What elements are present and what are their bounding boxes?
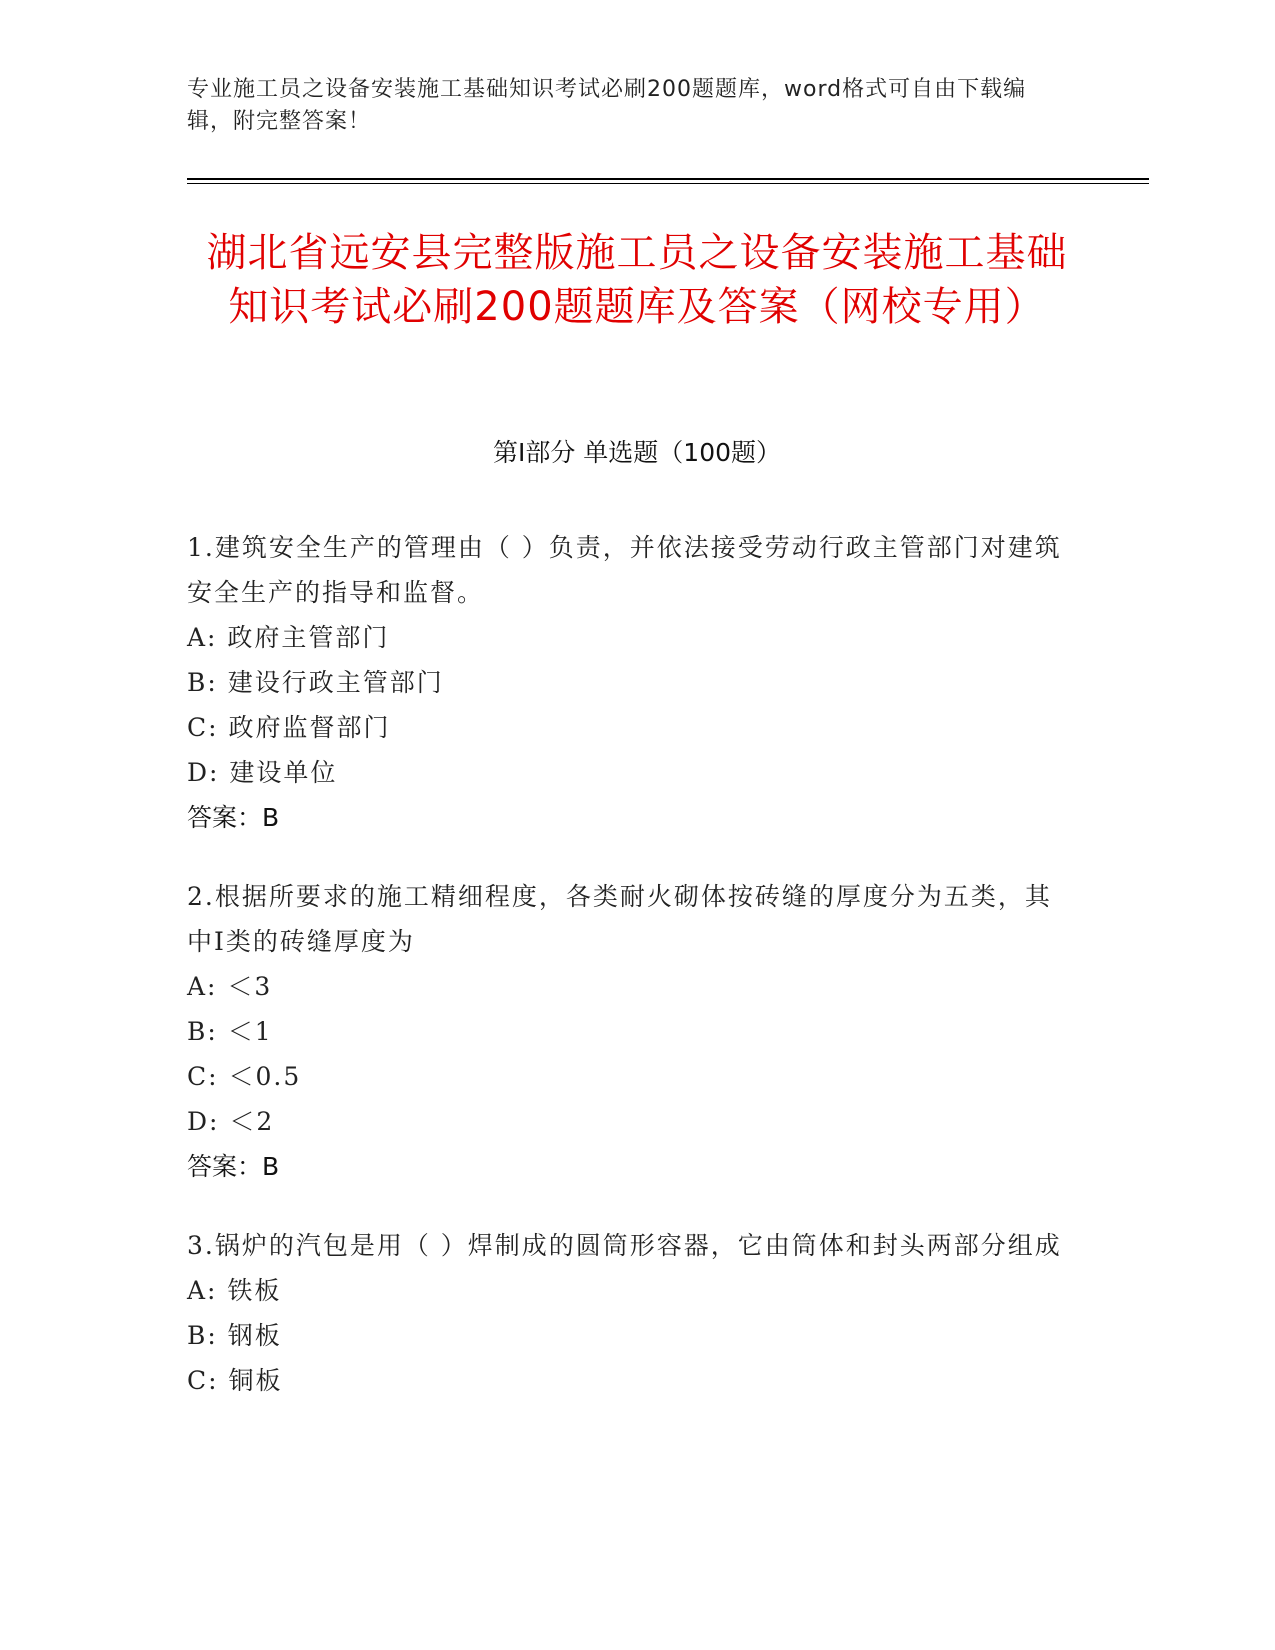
- option-c: C: ＜0.5: [187, 1062, 302, 1091]
- question-stem: 2.根据所要求的施工精细程度，各类耐火砌体按砖缝的厚度分为五类，其中Ⅰ类的砖缝厚度为: [187, 882, 1052, 956]
- document-title: 湖北省远安县完整版施工员之设备安装施工基础知识考试必刷200题题库及答案（网校专用）: [206, 230, 1068, 330]
- option-d: D: 建设单位: [187, 758, 338, 787]
- header-divider-thin: [187, 183, 1149, 184]
- question-list: [187, 525, 1077, 1437]
- answer-line: 答案：B: [187, 803, 280, 832]
- option-b: B: 钢板: [187, 1321, 282, 1350]
- question-2: [187, 874, 1077, 1189]
- option-c: C: 政府监督部门: [187, 713, 391, 742]
- question-3: [187, 1223, 1077, 1403]
- option-a: A: 政府主管部门: [187, 623, 390, 652]
- option-a: A: ＜3: [187, 972, 273, 1001]
- option-b: B: ＜1: [187, 1017, 273, 1046]
- option-c: C: 铜板: [187, 1366, 283, 1395]
- option-d: D: ＜2: [187, 1107, 275, 1136]
- question-stem: 3.锅炉的汽包是用（ ）焊制成的圆筒形容器，它由筒体和封头两部分组成: [187, 1231, 1062, 1260]
- question-stem: 1.建筑安全生产的管理由（ ）负责，并依法接受劳动行政主管部门对建筑安全生产的指导和监督。: [187, 533, 1062, 607]
- section-heading: 第I部分 单选题（100题）: [492, 438, 782, 467]
- header-note: 专业施工员之设备安装施工基础知识考试必刷200题题库，word格式可自由下载编辑，附完整答案！: [187, 77, 1027, 134]
- option-b: B: 建设行政主管部门: [187, 668, 444, 697]
- question-1: [187, 525, 1077, 840]
- answer-line: 答案：B: [187, 1152, 280, 1181]
- header-divider-thick: [187, 178, 1149, 180]
- option-a: A: 铁板: [187, 1276, 282, 1305]
